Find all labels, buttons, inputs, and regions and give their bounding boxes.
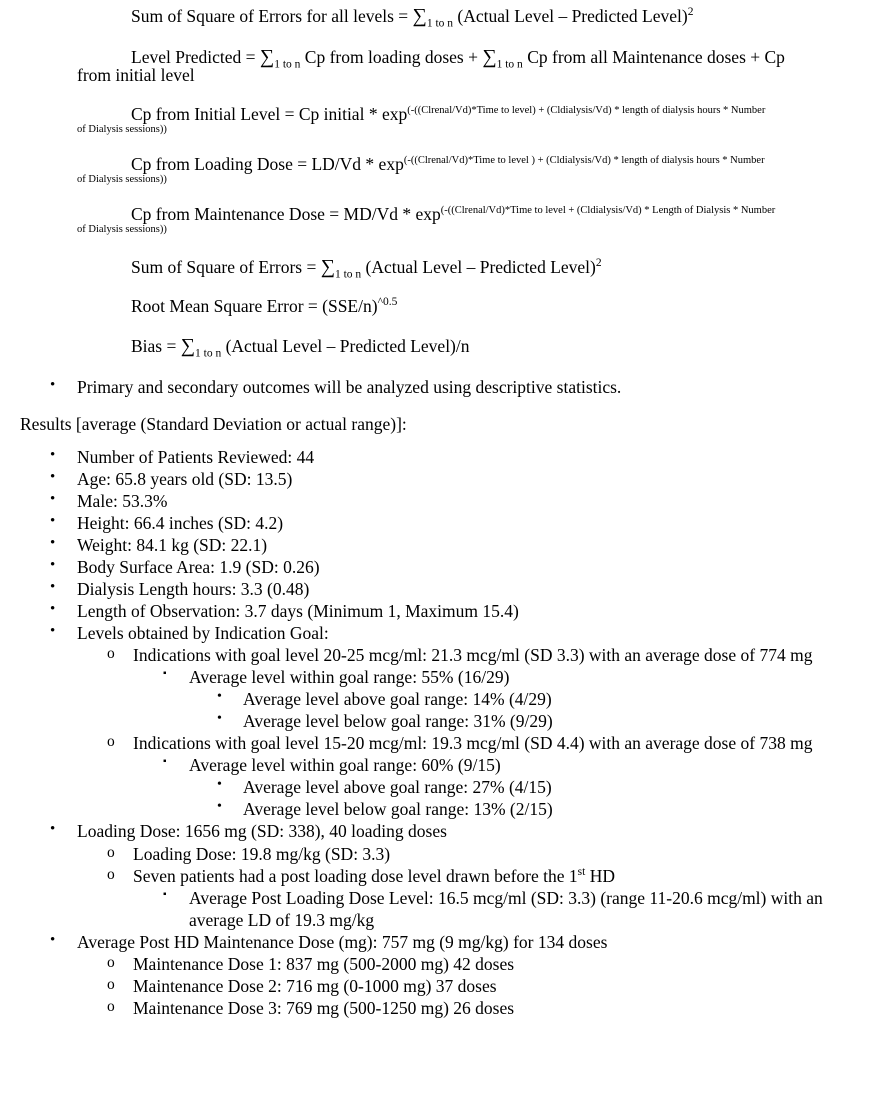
list-item-label: Dialysis Length hours: 3.3 (0.48)	[77, 578, 310, 599]
results-list	[0, 446, 877, 1019]
results-heading: Results [average (Standard Deviation or actual range)]:	[20, 414, 407, 435]
list-item-within-goal	[133, 754, 877, 820]
list-item-label: Height: 66.4 inches (SD: 4.2)	[77, 512, 284, 533]
formula-body: (Actual Level – Predicted Level)	[361, 256, 596, 277]
formula-tail: Cp from all Maintenance doses + Cp from initial level	[77, 47, 785, 85]
summation-subscript-2: 1 to n	[496, 58, 523, 71]
maintenance-dose-sublist	[77, 953, 877, 1019]
bullet-disc-icon: •	[50, 556, 56, 573]
list-item-label: Age: 65.8 years old (SD: 13.5)	[77, 468, 293, 489]
seven-patients-text-post: HD	[585, 865, 615, 886]
table-row	[0, 446, 877, 468]
goal-range-within-list	[133, 754, 877, 820]
bullet-disc-icon: •	[50, 534, 56, 551]
bullet-disc-icon: •	[217, 711, 222, 727]
formula-lead: Sum of Square of Errors =	[131, 256, 321, 277]
bullet-square-icon: ▪	[163, 668, 167, 680]
bullet-disc-icon: •	[50, 512, 56, 529]
list-item-label: Average level below goal range: 13% (2/15)	[243, 799, 553, 820]
goal-range-detail-list	[189, 688, 877, 732]
formula-cp-loading-dose	[77, 153, 811, 186]
formula-body: (Actual Level – Predicted Level)/n	[221, 336, 470, 357]
table-row	[0, 534, 877, 556]
list-item-label: Average level above goal range: 14% (4/29)	[243, 689, 552, 710]
bullet-disc-icon: •	[50, 601, 56, 618]
list-item-maintenance-dose	[0, 931, 877, 1019]
formula-cp-maintenance-dose	[77, 203, 811, 236]
bullet-circle-icon: o	[107, 865, 115, 883]
list-item-below-goal	[189, 798, 877, 820]
list-item-label: Male: 53.3%	[77, 490, 168, 511]
list-item-analysis	[0, 376, 877, 398]
summation-symbol: ∑	[259, 46, 275, 68]
list-item-label: Loading Dose: 1656 mg (SD: 338), 40 loading doses	[77, 821, 447, 842]
goal-range-detail-list	[189, 776, 877, 820]
bullet-disc-icon: •	[50, 377, 56, 394]
table-row	[0, 490, 877, 512]
list-item-label: Maintenance Dose 3: 769 mg (500-1250 mg) 26 doses	[133, 997, 515, 1018]
list-item-indication-group	[77, 644, 877, 732]
list-item-label: Average level within goal range: 55% (16/29)	[189, 667, 510, 688]
list-item-label: Loading Dose: 19.8 mg/kg (SD: 3.3)	[133, 843, 391, 864]
post-loading-level-list	[133, 887, 877, 931]
list-item-indication-group	[77, 732, 877, 820]
formula-exponent: (-((Clrenal/Vd)*Time to level) + (Cldialysis/Vd) * length of dialysis hours * Number	[407, 104, 766, 116]
summation-symbol: ∑	[412, 5, 427, 27]
bullet-circle-icon: o	[107, 645, 115, 663]
list-item-loading-dose-per-kg	[77, 843, 877, 865]
list-item-label: Average Post HD Maintenance Dose (mg): 757 mg (9 mg/kg) for 134 doses	[77, 931, 608, 952]
summation-subscript: 1 to n	[195, 347, 222, 360]
formula-lead: Level Predicted =	[131, 47, 260, 67]
list-item-label: Average level within goal range: 60% (9/15)	[189, 755, 501, 776]
formula-exponent-continuation: of Dialysis sessions))	[77, 224, 167, 236]
formula-lead: Cp from Initial Level = Cp initial * exp	[131, 103, 408, 124]
bullet-circle-icon: o	[107, 975, 115, 993]
list-item-levels-obtained	[0, 622, 877, 820]
formula-superscript: ^0.5	[377, 295, 398, 308]
list-item-below-goal	[189, 710, 877, 732]
formula-exponent-continuation: of Dialysis sessions))	[77, 124, 167, 135]
formula-mid: Cp from loading doses +	[300, 47, 483, 67]
list-item-above-goal	[189, 776, 877, 798]
formula-superscript: 2	[595, 256, 602, 269]
summation-symbol-2: ∑	[482, 46, 497, 68]
formula-exponent: (-((Clrenal/Vd)*Time to level + (Cldialysis/Vd) * Length of Dialysis * Number	[440, 204, 776, 216]
list-item-loading-dose	[0, 820, 877, 930]
table-row	[0, 578, 877, 600]
formula-level-predicted	[77, 47, 811, 85]
summation-symbol: ∑	[320, 255, 335, 278]
summation-subscript: 1 to n	[426, 17, 454, 30]
bullet-square-icon: ▪	[163, 756, 167, 768]
formula-lead: Sum of Square of Errors for all levels =	[131, 6, 413, 26]
formula-body: (Actual Level – Predicted Level)	[453, 6, 688, 26]
bullet-disc-icon: •	[50, 578, 56, 595]
bullet-disc-icon: •	[50, 931, 56, 948]
list-item-seven-patients	[77, 865, 877, 931]
formula-section	[0, 5, 877, 360]
list-item-post-loading-level	[133, 887, 877, 931]
list-item-label: Indications with goal level 15-20 mcg/ml: 19.3 mcg/ml (SD 4.4) with an average dose of 738 mg	[133, 733, 813, 754]
bullet-disc-icon: •	[50, 446, 56, 463]
formula-lead: Root Mean Square Error = (SSE/n)	[131, 295, 378, 316]
formula-sum-square-errors	[77, 255, 811, 281]
loading-dose-sublist	[77, 843, 877, 931]
summation-subscript: 1 to n	[274, 58, 301, 71]
formula-exponent-continuation: of Dialysis sessions))	[77, 174, 167, 186]
bullet-circle-icon: o	[107, 843, 115, 861]
table-row	[0, 512, 877, 534]
list-item-maintenance-dose-1	[77, 953, 877, 975]
list-item-maintenance-dose-2	[77, 975, 877, 997]
list-item-above-goal	[189, 688, 877, 710]
analysis-bullet-list	[0, 376, 877, 398]
list-item-label: Average Post Loading Dose Level: 16.5 mcg/ml (SD: 3.3) (range 11-20.6 mcg/ml) with an average LD of 19.3 mg/kg	[189, 887, 823, 930]
indication-goal-groups	[77, 644, 877, 820]
formula-exponent: (-((Clrenal/Vd)*Time to level ) + (Cldialysis/Vd) * length of dialysis hours * Number	[403, 154, 765, 166]
bullet-circle-icon: o	[107, 733, 115, 751]
bullet-disc-icon: •	[217, 689, 222, 705]
list-item-label: Average level below goal range: 31% (9/29)	[243, 711, 553, 732]
list-item-label: Maintenance Dose 1: 837 mg (500-2000 mg) 42 doses	[133, 953, 515, 974]
bullet-square-icon: ▪	[163, 888, 167, 900]
seven-patients-text-pre: Seven patients had a post loading dose level drawn before the 1	[133, 865, 578, 886]
formula-root-mean-square-error	[77, 295, 811, 316]
bullet-disc-icon: •	[217, 777, 222, 793]
goal-range-within-list	[133, 666, 877, 732]
bullet-circle-icon: o	[107, 997, 115, 1015]
formula-superscript: 2	[687, 6, 694, 19]
bullet-disc-icon: •	[217, 799, 222, 815]
table-row	[0, 556, 877, 578]
summation-symbol: ∑	[180, 335, 195, 358]
list-item-label: Average level above goal range: 27% (4/15)	[243, 777, 552, 798]
formula-sse-all-levels	[77, 5, 811, 30]
list-item-label: Levels obtained by Indication Goal:	[77, 623, 329, 644]
list-item-within-goal	[133, 666, 877, 732]
list-item-label: Maintenance Dose 2: 716 mg (0-1000 mg) 37 doses	[133, 975, 497, 996]
formula-lead: Cp from Maintenance Dose = MD/Vd * exp	[131, 203, 441, 224]
formula-cp-initial-level	[77, 103, 811, 136]
list-item-label: Primary and secondary outcomes will be analyzed using descriptive statistics.	[77, 377, 622, 398]
formula-bias	[77, 335, 811, 360]
list-item-label: Body Surface Area: 1.9 (SD: 0.26)	[77, 556, 320, 577]
list-item-maintenance-dose-3	[77, 997, 877, 1019]
bullet-disc-icon: •	[50, 821, 56, 838]
table-row	[0, 468, 877, 490]
summation-subscript: 1 to n	[334, 268, 362, 281]
bullet-circle-icon: o	[107, 953, 115, 971]
formula-lead: Bias =	[131, 336, 181, 357]
bullet-disc-icon: •	[50, 490, 56, 507]
bullet-disc-icon: •	[50, 468, 56, 485]
ordinal-superscript: st	[577, 865, 586, 878]
formula-lead: Cp from Loading Dose = LD/Vd * exp	[131, 153, 404, 174]
list-item-label: Indications with goal level 20-25 mcg/ml: 21.3 mcg/ml (SD 3.3) with an average dose of 774 mg	[133, 645, 813, 666]
list-item-label	[133, 866, 615, 886]
list-item-label: Length of Observation: 3.7 days (Minimum 1, Maximum 15.4)	[77, 601, 519, 622]
bullet-disc-icon: •	[50, 623, 56, 640]
list-item-label: Number of Patients Reviewed: 44	[77, 446, 315, 467]
table-row	[0, 600, 877, 622]
list-item-label: Weight: 84.1 kg (SD: 22.1)	[77, 534, 268, 555]
